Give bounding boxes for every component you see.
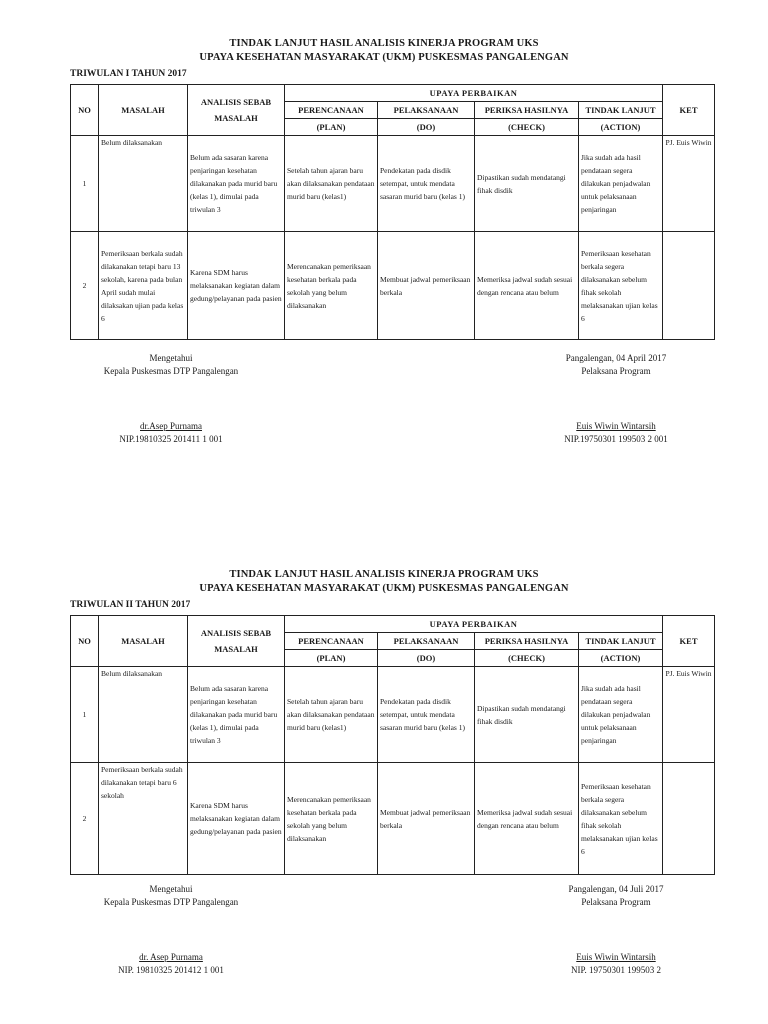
header-do: (DO): [378, 119, 475, 136]
header-tindak: TINDAK LANJUT: [579, 633, 663, 650]
header-plan: (PLAN): [285, 119, 378, 136]
cell-ket: PJ. Euis Wiwin: [663, 136, 715, 232]
signer-nip: NIP.19750301 199503 2 001: [564, 434, 668, 444]
cell-periksa: Dipastikan sudah mendatangi fihak disdik: [475, 667, 579, 763]
header-check: (CHECK): [475, 650, 579, 667]
cell-pelaksanaan: Pendekatan pada disdik setempat, untuk mendata sasaran murid baru (kelas 1): [378, 667, 475, 763]
header-tindak: TINDAK LANJUT: [579, 102, 663, 119]
cell-tindak: Jika sudah ada hasil pendataan segera dilakukan penjadwalan untuk pelaksanaan penjaringan: [579, 667, 663, 763]
cell-no: 2: [71, 763, 99, 875]
table-row: [71, 763, 715, 875]
signer-name: dr. Asep Purnama: [139, 952, 203, 962]
period-label: TRIWULAN II TAHUN 2017: [70, 600, 191, 610]
period-label: TRIWULAN I TAHUN 2017: [70, 69, 187, 79]
cell-no: 1: [71, 667, 99, 763]
signature-name-left: [70, 951, 272, 977]
header-periksa: PERIKSA HASILNYA: [475, 633, 579, 650]
report-table: [70, 615, 715, 875]
sign-label: Mengetahui: [149, 353, 193, 363]
cell-perencanaan: Setelah tahun ajaran baru akan dilaksanakan pendataan murid baru (kelas1): [285, 136, 378, 232]
header-pelaksanaan: PELAKSANAAN: [378, 633, 475, 650]
signer-name: Euis Wiwin Wintarsih: [576, 421, 656, 431]
header-upaya-perbaikan: UPAYA PERBAIKAN: [285, 85, 663, 102]
sign-position: Kepala Puskesmas DTP Pangalengan: [103, 897, 239, 907]
header-upaya-perbaikan: UPAYA PERBAIKAN: [285, 616, 663, 633]
header-perencanaan: PERENCANAAN: [285, 102, 378, 119]
cell-perencanaan: Merencanakan pemeriksaan kesehatan berkala pada sekolah yang belum dilaksanakan: [285, 763, 378, 875]
header-ket: KET: [663, 85, 715, 136]
cell-ket: [663, 763, 715, 875]
signature-block-right: [516, 883, 716, 909]
sign-position: Kepala Puskesmas DTP Pangalengan: [103, 366, 239, 376]
report-title: TINDAK LANJUT HASIL ANALISIS KINERJA PROGRAM UKS: [229, 569, 539, 580]
header-masalah: MASALAH: [99, 85, 188, 136]
cell-analisis: Belum ada sasaran karena penjaringan kesehatan dilakanakan pada murid baru (kelas 1), dimulai pada triwulan 3: [188, 667, 285, 763]
signer-name: Euis Wiwin Wintarsih: [576, 952, 656, 962]
cell-analisis: Belum ada sasaran karena penjaringan kesehatan dilakanakan pada murid baru (kelas 1), dimulai pada triwulan 3: [188, 136, 285, 232]
cell-perencanaan: Merencanakan pemeriksaan kesehatan berkala pada sekolah yang belum dilaksanakan: [285, 232, 378, 340]
report-title: TINDAK LANJUT HASIL ANALISIS KINERJA PROGRAM UKS: [229, 38, 539, 49]
header-ket: KET: [663, 616, 715, 667]
cell-ket: [663, 232, 715, 340]
report-subtitle: UPAYA KESEHATAN MASYARAKAT (UKM) PUSKESMAS PANGALENGAN: [199, 583, 569, 594]
sign-position: Pelaksana Program: [581, 366, 651, 376]
header-analisis: ANALISIS SEBAB MASALAH: [188, 85, 285, 136]
report-subtitle: UPAYA KESEHATAN MASYARAKAT (UKM) PUSKESMAS PANGALENGAN: [199, 52, 569, 63]
cell-tindak: Jika sudah ada hasil pendataan segera dilakukan penjadwalan untuk pelaksanaan penjaringan: [579, 136, 663, 232]
sign-date: Pangalengan, 04 April 2017: [565, 353, 667, 363]
signature-name-left: [70, 420, 272, 446]
signer-name: dr.Asep Purnama: [140, 421, 202, 431]
header-masalah: MASALAH: [99, 616, 188, 667]
cell-periksa: Memeriksa jadwal sudah sesuai dengan rencana atau belum: [475, 232, 579, 340]
cell-no: 1: [71, 136, 99, 232]
header-no: NO: [71, 85, 99, 136]
cell-no: 2: [71, 232, 99, 340]
signer-nip: NIP. 19750301 199503 2: [570, 965, 661, 975]
cell-masalah: Belum dilaksanakan: [99, 136, 188, 232]
signature-block-right: [516, 352, 716, 378]
signature-name-right: [516, 420, 716, 446]
signer-nip: NIP.19810325 201411 1 001: [119, 434, 223, 444]
header-action: (ACTION): [579, 119, 663, 136]
cell-analisis: Karena SDM harus melaksanakan kegiatan dalam gedung/pelayanan pada pasien: [188, 232, 285, 340]
header-action: (ACTION): [579, 650, 663, 667]
report-table: [70, 84, 715, 340]
cell-pelaksanaan: Pendekatan pada disdik setempat, untuk mendata sasaran murid baru (kelas 1): [378, 136, 475, 232]
cell-pelaksanaan: Membuat jadwal pemeriksaan berkala: [378, 763, 475, 875]
table-row: [71, 232, 715, 340]
header-periksa: PERIKSA HASILNYA: [475, 102, 579, 119]
signature-block-left: [70, 883, 272, 909]
header-pelaksanaan: PELAKSANAAN: [378, 102, 475, 119]
table-row: [71, 667, 715, 763]
cell-periksa: Memeriksa jadwal sudah sesuai dengan rencana atau belum: [475, 763, 579, 875]
signer-nip: NIP. 19810325 201412 1 001: [118, 965, 224, 975]
cell-pelaksanaan: Membuat jadwal pemeriksaan berkala: [378, 232, 475, 340]
header-do: (DO): [378, 650, 475, 667]
cell-masalah: Belum dilaksanakan: [99, 667, 188, 763]
cell-tindak: Pemeriksaan kesehatan berkala segera dilaksanakan sebelum fihak sekolah melaksanakan ujian kelas 6: [579, 763, 663, 875]
cell-perencanaan: Setelah tahun ajaran baru akan dilaksanakan pendataan murid baru (kelas1): [285, 667, 378, 763]
cell-analisis: Karena SDM harus melaksanakan kegiatan dalam gedung/pelayanan pada pasien: [188, 763, 285, 875]
sign-position: Pelaksana Program: [581, 897, 651, 907]
signature-name-right: [516, 951, 716, 977]
cell-ket: PJ. Euis Wiwin: [663, 667, 715, 763]
sign-label: Mengetahui: [149, 884, 193, 894]
sign-date: Pangalengan, 04 Juli 2017: [568, 884, 664, 894]
table-row: [71, 136, 715, 232]
cell-periksa: Dipastikan sudah mendatangi fihak disdik: [475, 136, 579, 232]
header-check: (CHECK): [475, 119, 579, 136]
cell-masalah: Pemeriksaan berkala sudah dilakanakan tetapi baru 6 sekolah: [99, 763, 188, 875]
cell-masalah: Pemeriksaan berkala sudah dilakanakan tetapi baru 13 sekolah, karena pada bulan April sudah mulai dilaksakan ujian pada kelas 6: [99, 232, 188, 340]
header-analisis: ANALISIS SEBAB MASALAH: [188, 616, 285, 667]
header-no: NO: [71, 616, 99, 667]
signature-block-left: [70, 352, 272, 378]
header-perencanaan: PERENCANAAN: [285, 633, 378, 650]
cell-tindak: Pemeriksaan kesehatan berkala segera dilaksanakan sebelum fihak sekolah melaksanakan ujian kelas 6: [579, 232, 663, 340]
header-plan: (PLAN): [285, 650, 378, 667]
